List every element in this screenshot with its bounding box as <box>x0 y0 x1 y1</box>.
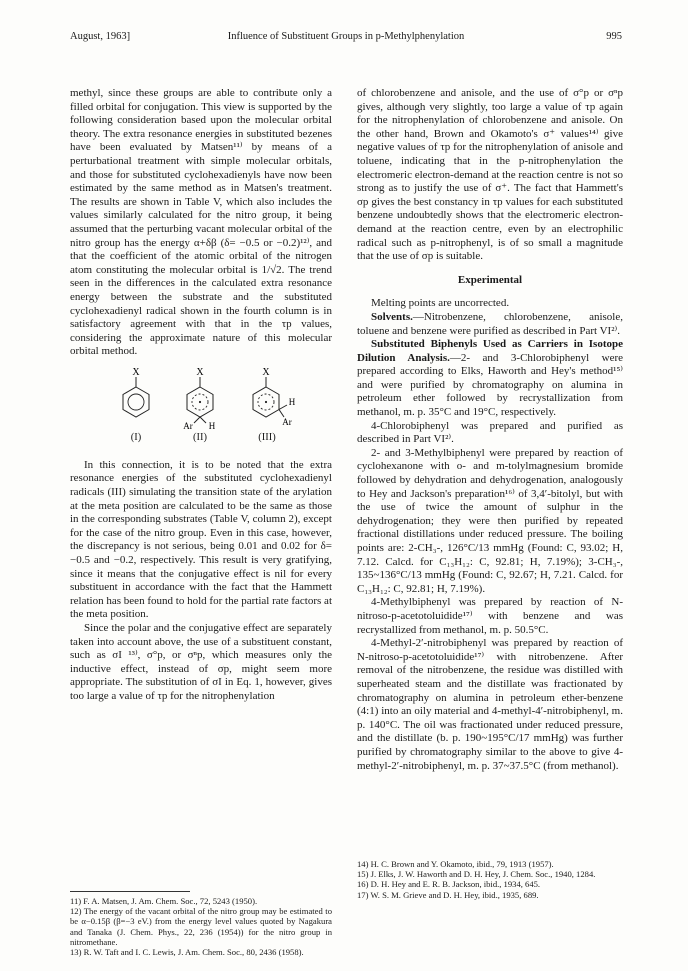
paragraph-text: —Nitrobenzene, chlorobenzene, anisole, toluene and benzene were purified as described in Part VI²⁾. <box>357 310 623 337</box>
footnote: 16) D. H. Hey and E. R. B. Jackson, ibid., 1934, 645. <box>357 879 541 890</box>
footnote-divider <box>70 891 190 892</box>
footnote: 15) J. Elks, J. W. Haworth and D. H. Hey, J. Chem. Soc., 1940, 1284. <box>357 869 596 880</box>
aryl-label-III: Ar <box>282 416 292 427</box>
page-number: 995 <box>606 31 622 42</box>
paragraph <box>357 311 623 338</box>
section-title: Experimental <box>457 273 523 286</box>
hydrogen-label-II: H <box>208 420 216 431</box>
header-date: August, 1963] <box>70 31 131 42</box>
cyclohexadienyl-meta-structure-icon <box>240 365 306 431</box>
right-column <box>357 87 623 773</box>
paragraph: 4-Chlorobiphenyl was prepared and purified as described in Part VI²⁾. <box>357 419 623 446</box>
structure-label-III: (III) <box>258 431 276 443</box>
footnotes-left <box>70 885 332 957</box>
subheading: Substituted Biphenyls Used as Carriers in Isotope Dilution Analysis. <box>357 338 623 364</box>
paragraph: 4-Methyl-2′-nitrobiphenyl was prepared by reaction of N-nitroso-p-acetotoluidide¹⁷⁾ with nitrobenzene. After removal of the nitrobenzene, the residue was distilled with superheated steam and the distillate was fractionated by chromatography on alumina in petroleum ether-benzene (4:1) into an oily material and 4-methyl-4′-nitrobiphenyl, m. p. 140°C. The oil was fractionated under reduced pressure, and the distillate (b. p. 190~195°C/17 mmHg) was further purified by chromatography similar to the above to give 4-methyl-2′-nitrobiphenyl, m. p. 37~37.5°C (from methanol). <box>357 637 623 772</box>
substituent-label-I: X <box>132 366 140 378</box>
footnote: 11) F. A. Matsen, J. Am. Chem. Soc., 72, 5243 (1950). <box>70 896 258 906</box>
running-header <box>70 30 622 44</box>
footnote: 13) R. W. Taft and I. C. Lewis, J. Am. Chem. Soc., 80, 2436 (1958). <box>70 947 304 958</box>
header-title: Influence of Substituent Groups in p-Methylphenylation <box>227 31 465 42</box>
paragraph: In this connection, it is to be noted that the extra resonance energies of the substituted cyclohexadienyl radicals (III) simulating the transition state of the arylation at the meta position are calculated to be the same as those in the corresponding substrates (Table V, column 2), except for the case of the nitro group. Even in this case, however, the discrepancy is not serious, being 0.01 and 0.02 for δ= −0.5 and −0.2, respectively. This result is very gratifying, since it means that the conjugative effect is nil for every substituent in accordance with the fact that the Hammett relation has been found to hold for the partial rate factors at the meta position. <box>70 458 332 621</box>
hydrogen-label-III: H <box>288 396 296 407</box>
paragraph: methyl, since these groups are able to contribute only a filled orbital for conjugation. This view is supported by the following consideration based upon the molecular orbital theory. The extra resonance energies in substituted bezenes have been evaluated by Matsen¹¹⁾ by means of a perturbational treatment with simple molecular orbitals, and those for substituted cyclohexadienyls have now been estimated by the same method as in Matsen's treatment. The results are shown in Table V, which also includes the values similarly calculated for the nitro group, it being assumed that the perturbing vacant molecular orbital of the nitro group has the energy α+δβ (δ= −0.5 or −0.2)¹²⁾, and that the coefficient of the atomic orbital of the nitrogen atom constituting the molecular orbital is 1/√2. The trend seen in the differences in the calculated extra resonance energy between the substrate and the substituted cyclohexadienyl radical shown in the fourth column is in satisfactory agreement with that in the τp values, considering the approximate nature of this molecular orbital method. <box>70 87 332 358</box>
paragraph: 4-Methylbiphenyl was prepared by reaction of N-nitroso-p-acetotoluidide¹⁷⁾ with benzene and was recrystallized from methanol, m. p. 50.5°C. <box>357 596 623 636</box>
structure-I <box>106 365 166 443</box>
benzene-structure-icon <box>106 365 166 431</box>
structure-figure <box>70 365 332 455</box>
left-column <box>70 87 332 704</box>
substituent-label-II: X <box>196 366 204 378</box>
paragraph: Melting points are uncorrected. <box>371 297 510 310</box>
paragraph: Since the polar and the conjugative effect are separately taken into account above, the use of a substituent constant, such as σI ¹³⁾, σ°p, or σⁿp, which measures only the inductive effect, instead of σp, might seem more appropriate. The substitution of σI in Eq. 1, however, gives too large a value of τp for the nitrophenylation <box>70 622 332 702</box>
cyclohexadienyl-structure-icon <box>170 365 230 431</box>
aryl-label-II: Ar <box>183 420 193 431</box>
structure-label-II: (II) <box>193 431 207 443</box>
footnote: 17) W. S. M. Grieve and D. H. Hey, ibid., 1935, 689. <box>357 889 539 900</box>
footnotes-right <box>357 859 623 900</box>
structure-II <box>170 365 230 443</box>
subheading: Solvents. <box>371 310 413 323</box>
structure-III <box>240 365 306 443</box>
footnote: 12) The energy of the vacant orbital of the nitro group may be estimated to be α−0.15β (β=−3 eV.) from the energy level values quoted by Nagakura and Tanaka (J. Chem. Phys., 22, 236 (1954)) for the nitro group in nitromethane. <box>70 906 332 947</box>
paragraph: of chlorobenzene and anisole, and the use of σ°p or σⁿp gives, although very slightly, too large a value of τp again for the nitrophenylation of chlorobenzene and anisole. On the other hand, Brown and Okamoto's σ⁺ values¹⁴⁾ give negative values of τp for the nitrophenylation of anisole and toluene, indicating that in the p-nitrophenylation the electromeric electron-demand at the reaction centre is not so strong as to justify the use of σ⁺. The fact that Hammett's σp gives the best constancy in τp values for each substituted benzene undoubtedly shows that the electromeric electron-demand at the reaction centre, even by an electrophilic radical such as p-nitrophenyl, is of so small a magnitude that the use of σp is suitable. <box>357 87 623 263</box>
paragraph <box>357 338 623 420</box>
footnote: 14) H. C. Brown and Y. Okamoto, ibid., 79, 1913 (1957). <box>357 859 554 869</box>
paragraph: 2- and 3-Methylbiphenyl were prepared by reaction of cyclohexanone with o- and m-tolylmagnesium bromide followed by dehydration and dehydrogenation, analogously to Hey and Jackson's preparation¹⁶⁾ of 3,4′-bitolyl, but with the use of twice the amount of sulphur in the dehydrogenation; they were then purified by repeated fractional distillations under reduced pressure. The boiling points are: 2-CH₃-, 126°C/13 mmHg (Found: C, 93.02; H, 7.12. Calcd. for C₁₃H₁₂: C, 92.81; H, 7.19%); 3-CH₃-, 135~136°C/13 mmHg (Found: C, 92.67; H, 7.21. Calcd. for C₁₃H₁₂: C, 92.81; H, 7.19%). <box>357 446 623 595</box>
paragraph-text: —2- and 3-Chlorobiphenyl were prepared according to Elks, Haworth and Hey's method¹⁵⁾ and were purified by chromatography on alumina in petroleum ether followed by recrystallization from methanol, m. p. 35°C and 19°C, respectively. <box>357 351 623 419</box>
structure-label-I: (I) <box>130 431 142 443</box>
substituent-label-III: X <box>262 366 270 378</box>
